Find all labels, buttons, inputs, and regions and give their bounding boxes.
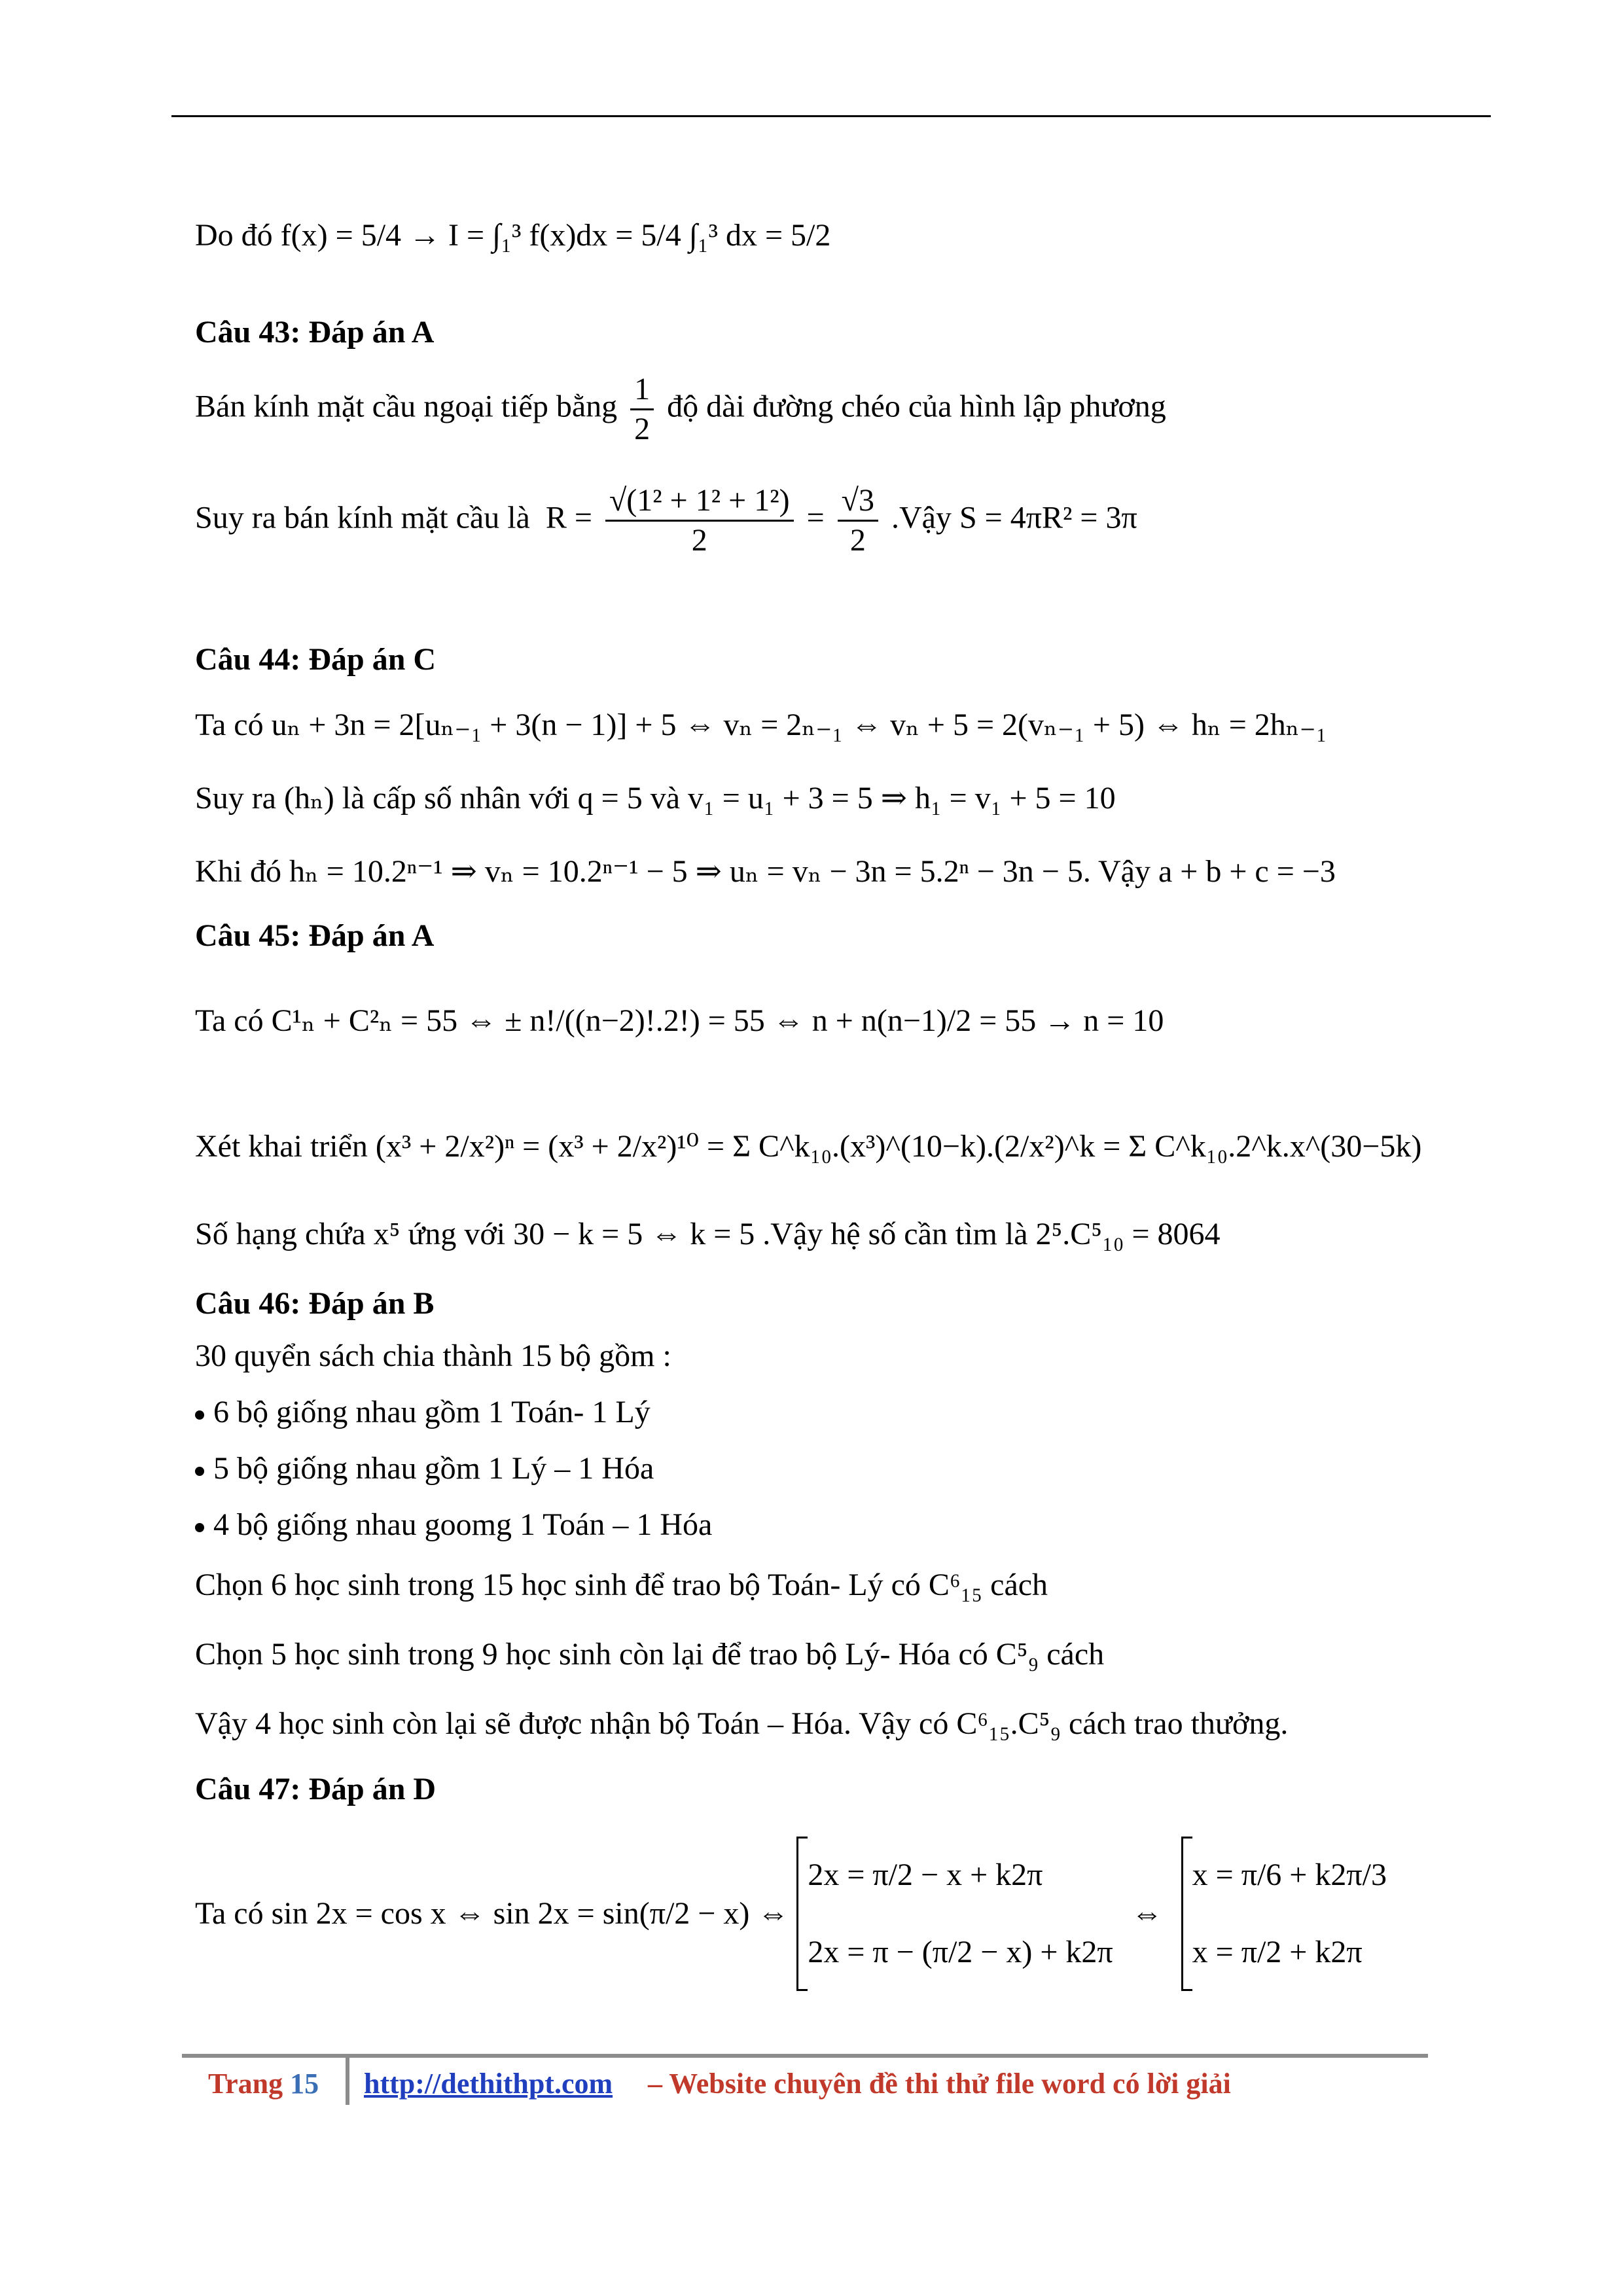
header-rule	[171, 115, 1491, 117]
line-choose-6: Chọn 6 học sinh trong 15 học sinh để trao bộ Toán- Lý có C⁶₁₅ cách	[195, 1568, 1048, 1602]
line-binomial-expansion: Xét khai triển (x³ + 2/x²)ⁿ = (x³ + 2/x²)¹⁰ = Σ C^k₁₀.(x³)^(10−k).(2/x²)^k = Σ C^k₁₀.2^k.x^(30−5k)	[195, 1129, 1422, 1164]
bullet-item-3: 4 bộ giống nhau goomg 1 Toán – 1 Hóa	[195, 1505, 712, 1545]
question-47-heading: Câu 47: Đáp án D	[195, 1772, 437, 1806]
question-45-heading: Câu 45: Đáp án A	[195, 918, 435, 953]
text-circumradius-a: Bán kính mặt cầu ngoại tiếp bằng	[195, 389, 618, 424]
line-recurrence: Ta có uₙ + 3n = 2[uₙ₋₁ + 3(n − 1)] + 5 ⇔ vₙ = 2ₙ₋₁ ⇔ vₙ + 5 = 2(vₙ₋₁ + 5) ⇔ hₙ = 2hₙ₋₁	[195, 708, 1327, 742]
text-trig-a: Ta có sin 2x = cos x ⇔ sin 2x = sin(π/2 − x) ⇔	[195, 1896, 789, 1931]
bullet-item-1: 6 bộ giống nhau gồm 1 Toán- 1 Lý	[195, 1393, 651, 1432]
question-44-heading: Câu 44: Đáp án C	[195, 642, 437, 677]
line-combination-equation: Ta có C¹ₙ + C²ₙ = 55 ⇔ ± n!/((n−2)!.2!) = 55 ⇔ n + n(n−1)/2 = 55 → n = 10	[195, 1003, 1164, 1038]
bullet-item-2: 5 bộ giống nhau gồm 1 Lý – 1 Hóa	[195, 1449, 654, 1488]
solution-system-1: 2x = π/2 − x + k2π 2x = π − (π/2 − x) + k2π	[796, 1837, 1113, 1991]
line-coefficient: Số hạng chứa x⁵ ứng với 30 − k = 5 ⇔ k = 5 .Vậy hệ số cần tìm là 2⁵.C⁵₁₀ = 8064	[195, 1217, 1221, 1251]
line-conclusion-46: Vậy 4 học sinh còn lại sẽ được nhận bộ Toán – Hóa. Vậy có C⁶₁₅.C⁵₉ cách trao thưởng.	[195, 1706, 1289, 1741]
line-result-integral: Do đó f(x) = 5/4 → I = ∫₁³ f(x)dx = 5/4 ∫₁³ dx = 5/2	[195, 218, 831, 253]
fraction-radius: $\frac{\text{√(1² + 1² + 1²)}}{2}$	[605, 482, 794, 560]
line-books-intro: 30 quyển sách chia thành 15 bộ gồm :	[195, 1338, 671, 1373]
footer-divider	[346, 2058, 349, 2105]
line-trig-equation: Ta có sin 2x = cos x ⇔ sin 2x = sin(π/2 − x) ⇔ 2x = π/2 − x + k2π 2x = π − (π/2 − x) + k2π ⇔ x = π/6 + k2π/3 x = π/2 + k2π	[195, 1837, 1387, 1991]
bullet-icon	[195, 1410, 204, 1420]
question-43-heading: Câu 43: Đáp án A	[195, 315, 435, 350]
footer-rule	[182, 2054, 1428, 2058]
text-radius-a: Suy ra bán kính mặt cầu là	[195, 500, 530, 535]
footer-tagline: – Website chuyên đề thi thử file word có lời giải	[648, 2068, 1231, 2100]
line-circumradius	[195, 370, 1166, 448]
fraction-half: $\frac{1}{2}$	[630, 370, 654, 448]
line-general-term: Khi đó hₙ = 10.2ⁿ⁻¹ ⇒ vₙ = 10.2ⁿ⁻¹ − 5 ⇒ uₙ = vₙ − 3n = 5.2ⁿ − 3n − 5. Vậy a + b + c = −3	[195, 854, 1336, 889]
text-circumradius-b: độ dài đường chéo của hình lập phương	[667, 389, 1166, 424]
footer-website-link[interactable]: http://dethithpt.com	[364, 2068, 613, 2100]
bullet-icon	[195, 1523, 204, 1532]
line-radius-value: Suy ra bán kính mặt cầu là R = $\frac{\text{√(1² + 1² + 1²)}}{2}$ = $\frac{√3}{2}$ .Vậy S = 4πR² = 3π	[195, 482, 1137, 560]
solution-system-2: x = π/6 + k2π/3 x = π/2 + k2π	[1181, 1837, 1387, 1991]
text-radius-b: .Vậy S = 4πR² = 3π	[891, 500, 1137, 535]
footer-page-number: Trang 15	[208, 2068, 319, 2100]
question-46-heading: Câu 46: Đáp án B	[195, 1286, 435, 1321]
line-geometric-sequence: Suy ra (hₙ) là cấp số nhân với q = 5 và v₁ = u₁ + 3 = 5 ⇒ h₁ = v₁ + 5 = 10	[195, 781, 1116, 816]
line-choose-5: Chọn 5 học sinh trong 9 học sinh còn lại để trao bộ Lý- Hóa có C⁵₉ cách	[195, 1637, 1105, 1672]
bullet-icon	[195, 1467, 204, 1476]
fraction-radius-value: $\frac{√3}{2}$	[838, 482, 878, 560]
